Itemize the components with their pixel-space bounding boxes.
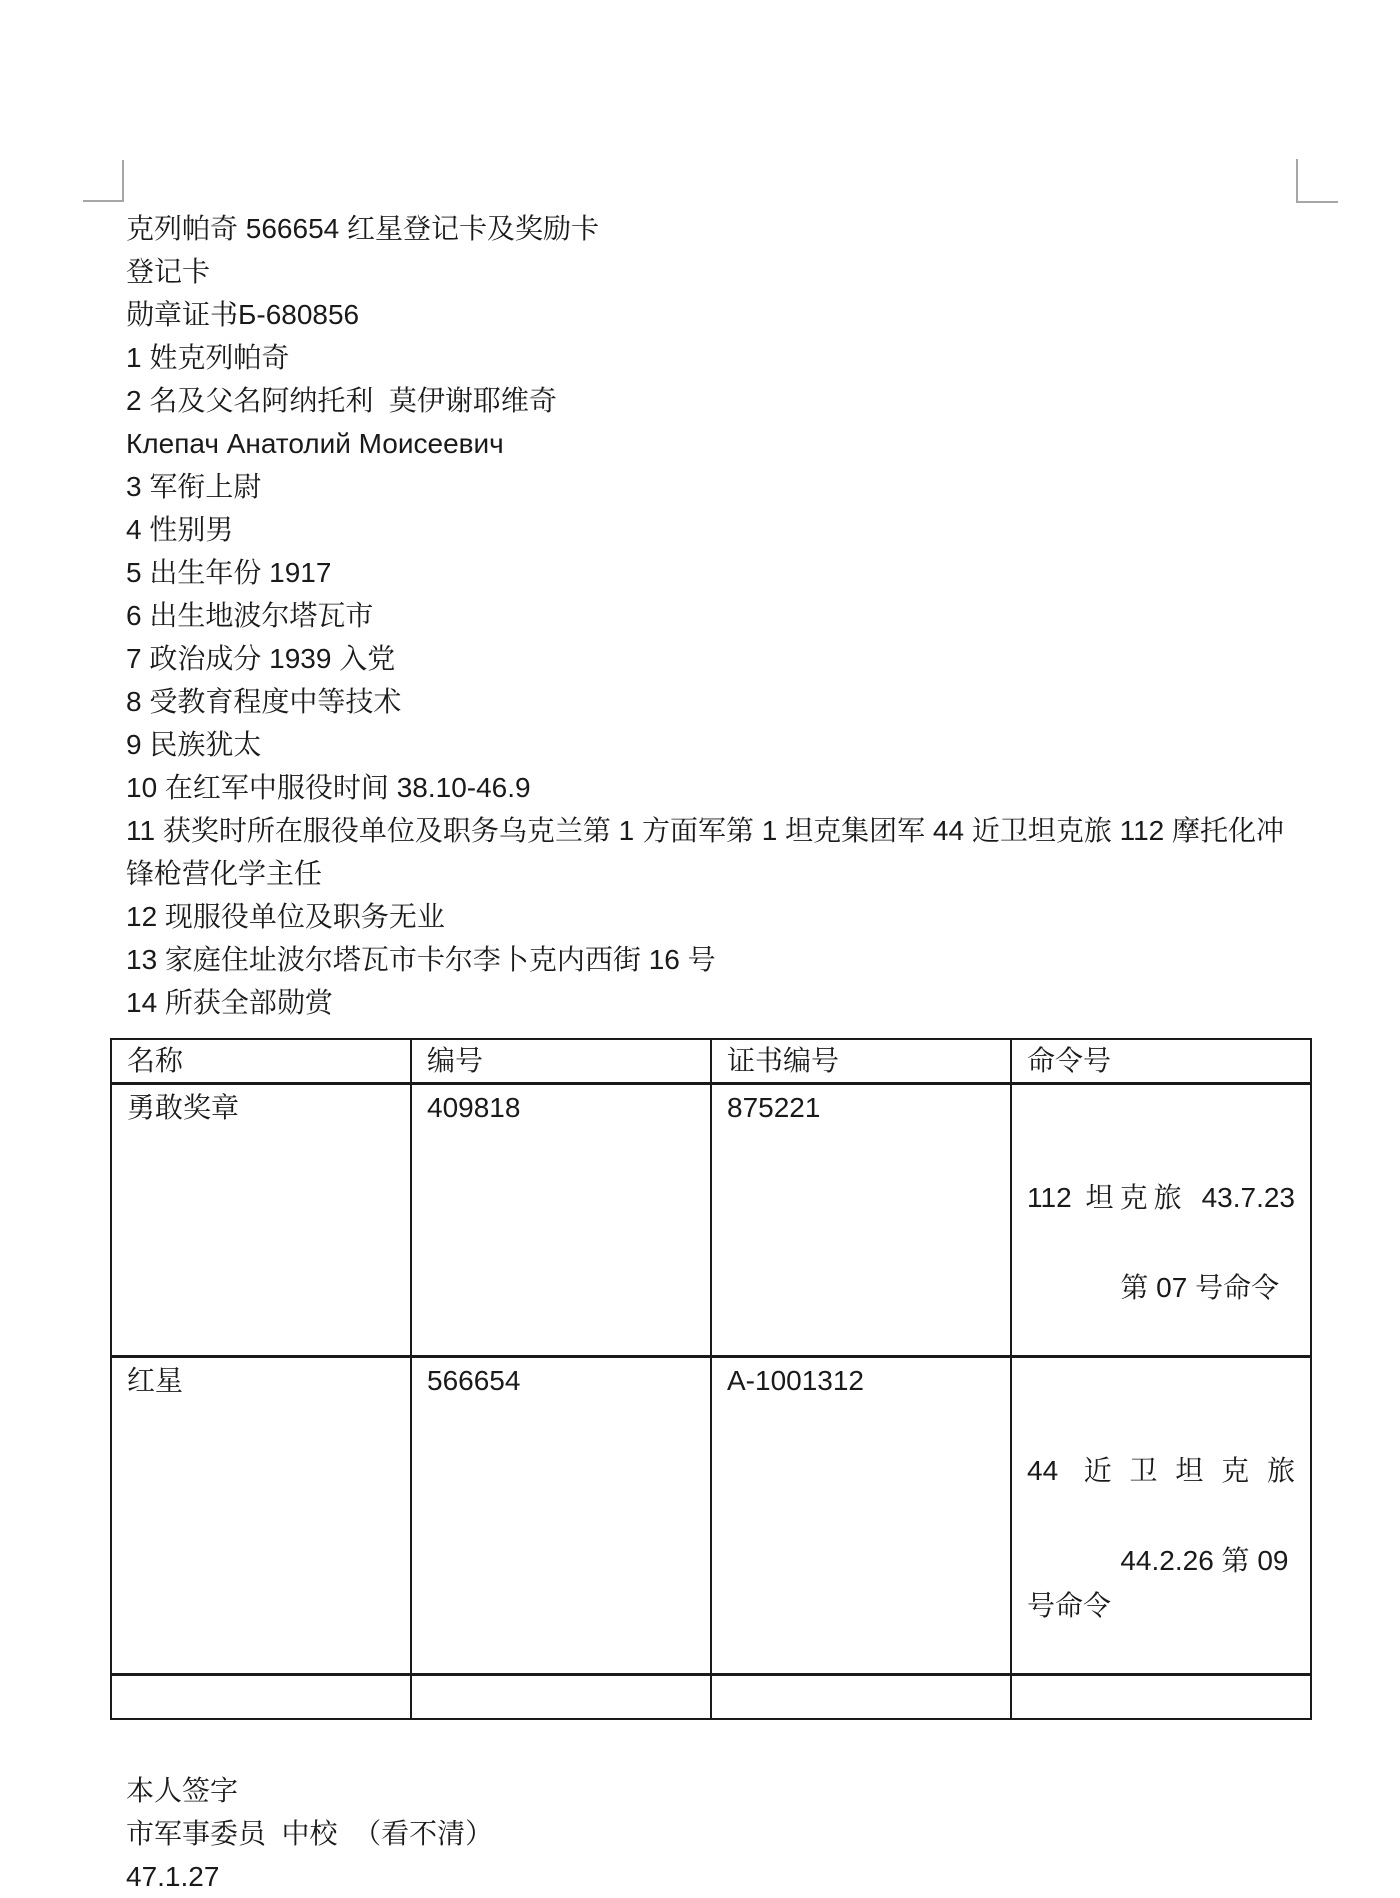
order-line-2: 第 07 号命令 <box>1120 1272 1280 1303</box>
field-birthplace: 6 出生地波尔塔瓦市 <box>126 600 374 631</box>
award-number-cell <box>411 1675 711 1719</box>
field-home-address: 13 家庭住址波尔塔瓦市卡尔李卜克内西街 16 号 <box>126 944 716 975</box>
signature-date: 47.1.27 <box>126 1860 220 1892</box>
document-body <box>126 207 1296 1898</box>
field-birth-year: 5 出生年份 1917 <box>126 557 332 588</box>
order-line-1: 112 坦克旅 43.7.23 <box>1027 1182 1295 1213</box>
field-ethnicity: 9 民族犹太 <box>126 729 262 760</box>
field-awards-heading: 14 所获全部勋赏 <box>126 987 333 1018</box>
field-rank: 3 军衔上尉 <box>126 471 262 502</box>
col-header-order-number: 命令号 <box>1011 1039 1311 1084</box>
col-header-number: 编号 <box>411 1039 711 1084</box>
field-given-name-patronymic: 2 名及父名阿纳托利 莫伊谢耶维奇 <box>126 385 557 416</box>
table-row <box>111 1084 1311 1357</box>
signature-block <box>126 1769 1296 1898</box>
field-red-army-service: 10 在红军中服役时间 38.10-46.9 <box>126 772 531 803</box>
medal-certificate-number: 勋章证书Б-680856 <box>126 299 360 330</box>
order-number-cell <box>1011 1084 1311 1357</box>
field-surname: 1 姓克列帕奇 <box>126 342 290 373</box>
awards-table-header-row <box>111 1039 1311 1084</box>
order-number-cell <box>1011 1357 1311 1675</box>
col-header-name: 名称 <box>111 1039 411 1084</box>
certificate-number-cell: 875221 <box>711 1084 1011 1357</box>
order-line-2: 44.2.26 第 09 号命令 <box>1027 1545 1297 1621</box>
table-row <box>111 1357 1311 1675</box>
field-political-status: 7 政治成分 1939 入党 <box>126 643 396 674</box>
certificate-number-cell <box>711 1675 1011 1719</box>
awards-table <box>110 1038 1312 1720</box>
field-gender: 4 性别男 <box>126 514 234 545</box>
award-name-cell <box>111 1675 411 1719</box>
table-row-empty <box>111 1675 1311 1719</box>
award-name-cell: 红星 <box>111 1357 411 1675</box>
field-award-unit-position: 11 获奖时所在服役单位及职务乌克兰第 1 方面军第 1 坦克集团军 44 近卫坦克旅 112 摩托化冲锋枪营化学主任 <box>126 815 1285 889</box>
field-current-unit: 12 现服役单位及职务无业 <box>126 901 445 932</box>
award-number-cell: 409818 <box>411 1084 711 1357</box>
order-line-1: 44 近卫坦克旅 <box>1027 1455 1295 1486</box>
field-education: 8 受教育程度中等技术 <box>126 686 402 717</box>
certificate-number-cell: A-1001312 <box>711 1357 1011 1675</box>
order-number-cell <box>1011 1675 1311 1719</box>
col-header-certificate-number: 证书编号 <box>711 1039 1011 1084</box>
text-boundary-corner-left-icon <box>83 160 124 202</box>
text-boundary-corner-right-icon <box>1296 159 1338 203</box>
doc-title: 克列帕奇 566654 红星登记卡及奖励卡 <box>126 213 599 244</box>
award-number-cell: 566654 <box>411 1357 711 1675</box>
card-type: 登记卡 <box>126 256 211 287</box>
award-name-cell: 勇敢奖章 <box>111 1084 411 1357</box>
name-russian: Клепач Анатолий Моисеевич <box>126 428 504 459</box>
signature-self-label: 本人签字 <box>126 1774 239 1806</box>
signature-commissar-line: 市军事委员 中校 （看不清） <box>126 1817 494 1849</box>
